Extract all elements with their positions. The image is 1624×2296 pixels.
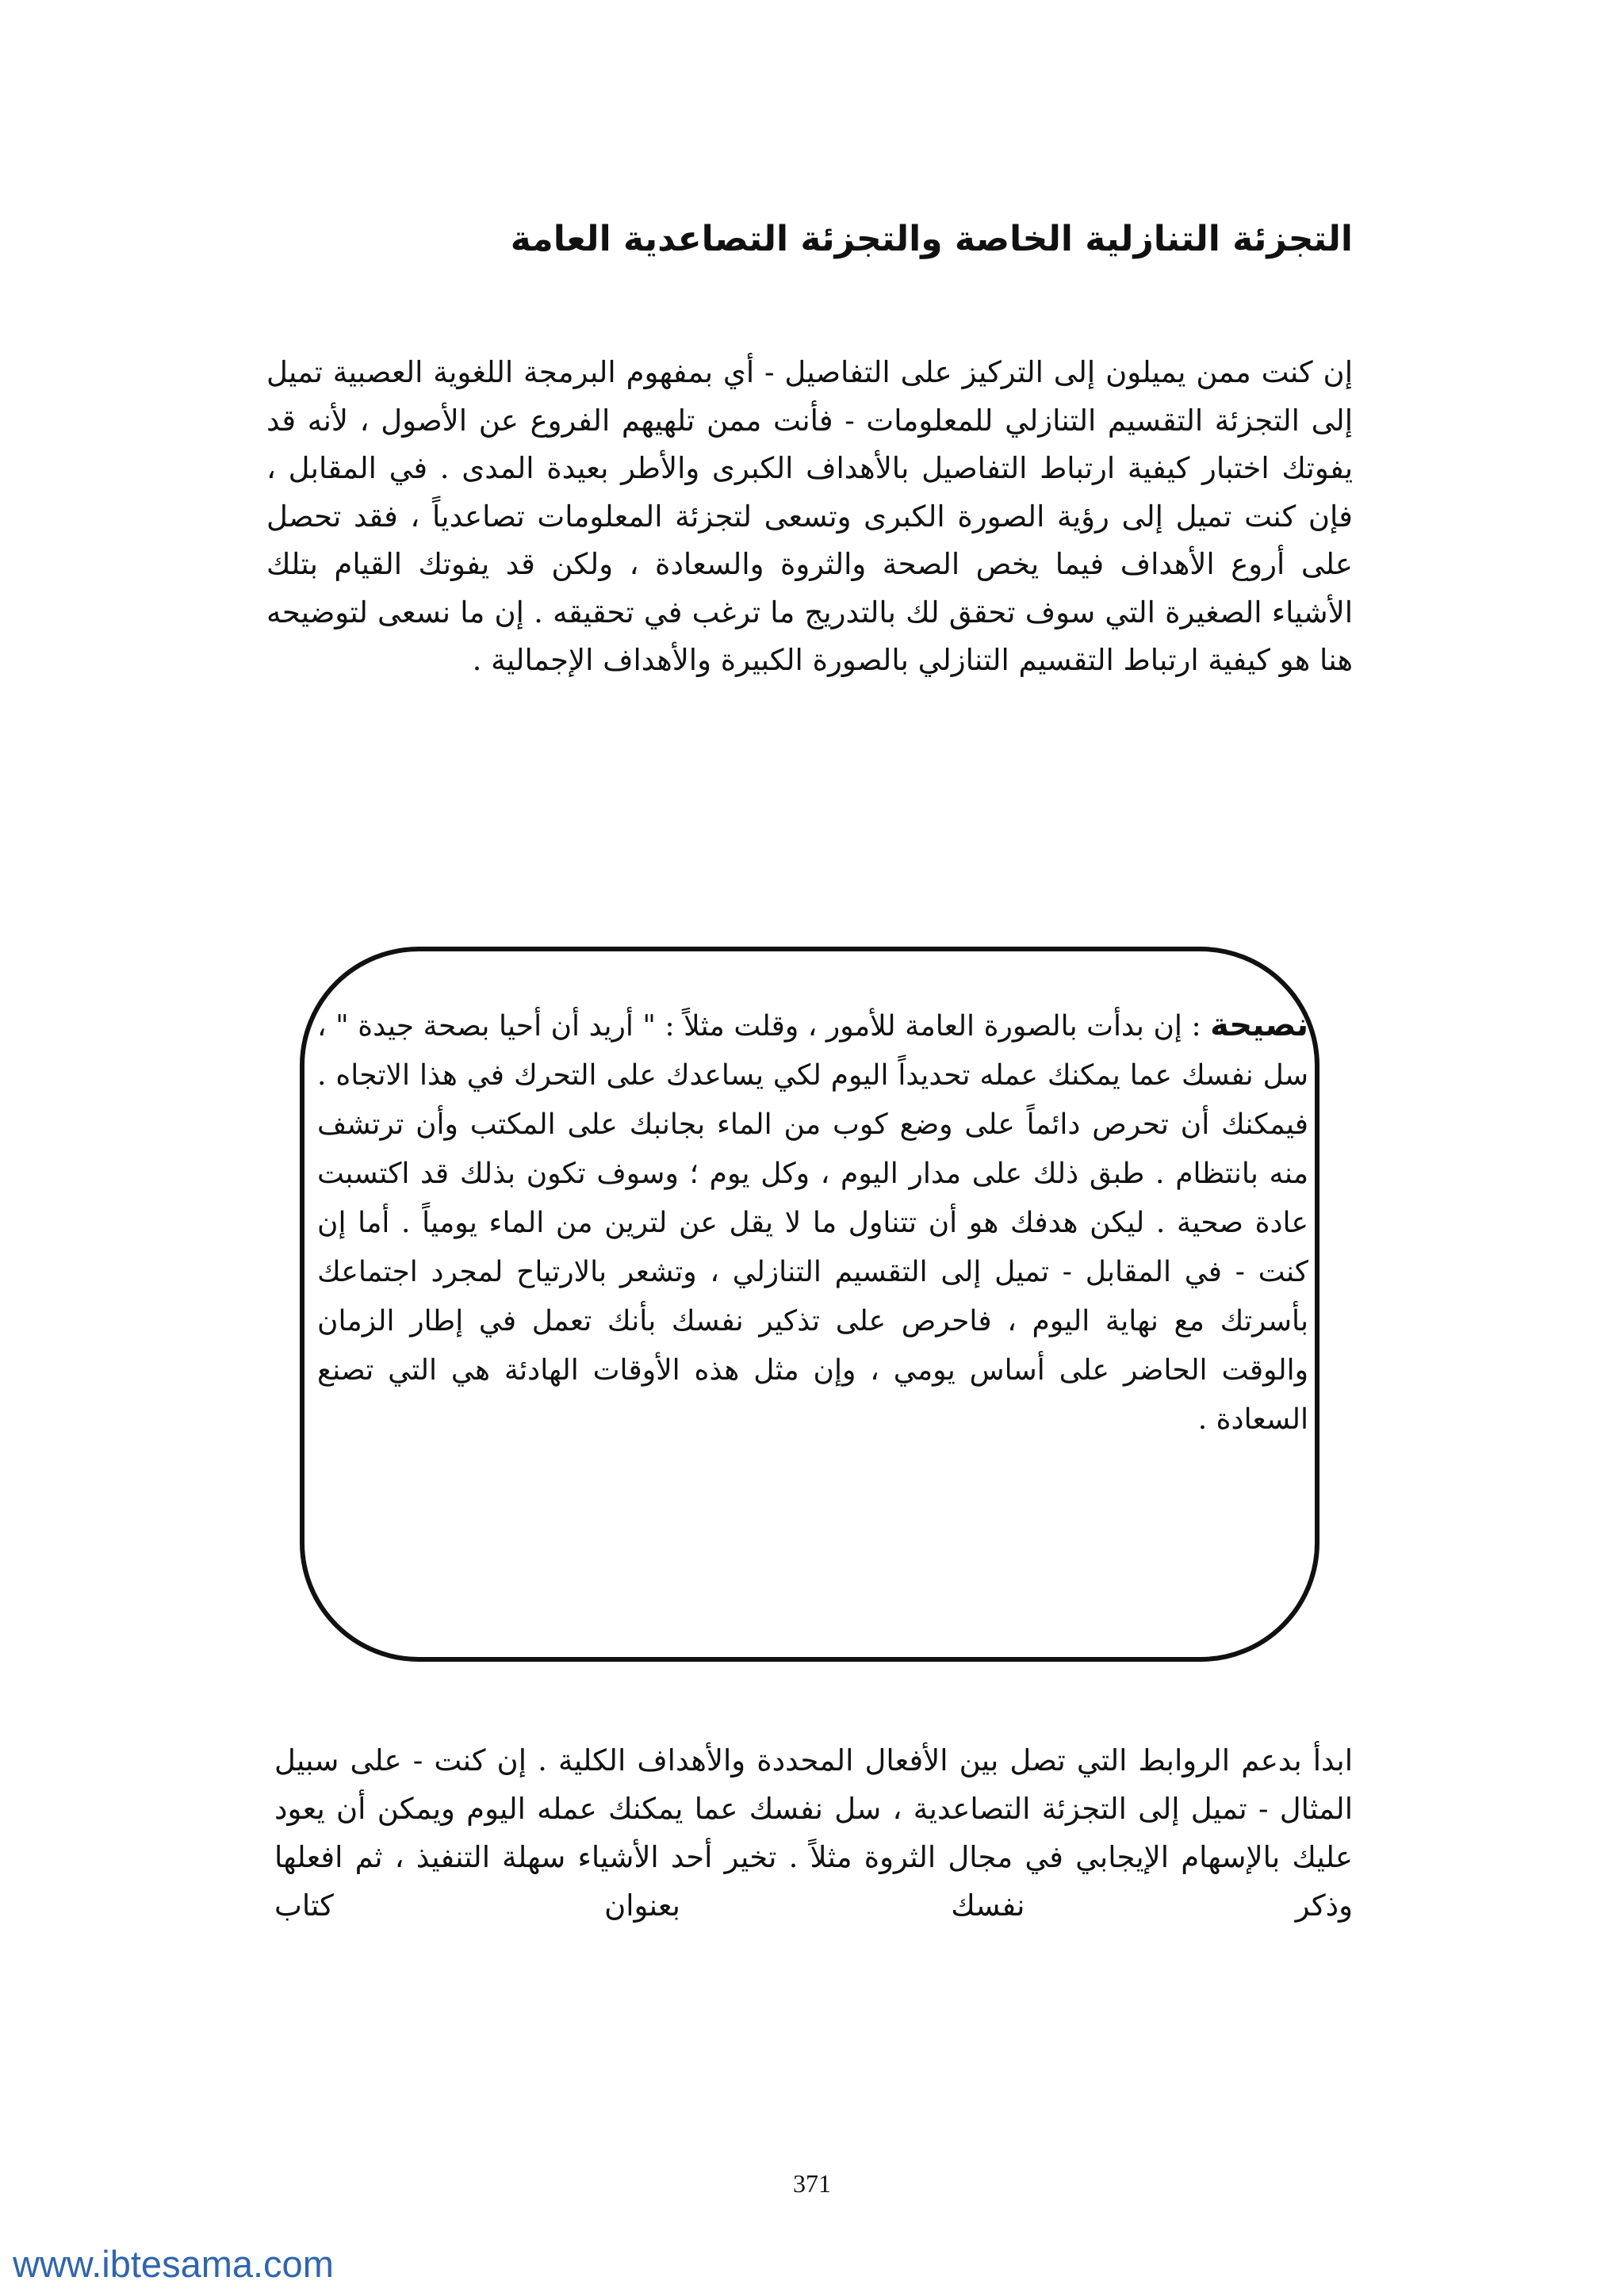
closing-paragraph: ابدأ بدعم الروابط التي تصل بين الأفعال المحددة والأهداف الكلية . إن كنت - على سبيل المثال - تميل إلى التجزئة التصاعدية ، سل نفسك عما يمكنك عمله اليوم ويمكن أن يعود عليك بالإسهام الإيجابي في مجال الثروة مثلاً . تخير أحد الأشياء سهلة التنفيذ ، ثم افعلها وذكر نفسك بعنوان كتاب [274, 1743, 1353, 1923]
section-heading: التجزئة التنازلية الخاصة والتجزئة التصاعدية العامة [510, 219, 1353, 259]
tip-label: نصيحة [1210, 1007, 1308, 1043]
tip-paragraph [317, 1001, 1308, 1445]
watermark: www.ibtesama.com [13, 2243, 334, 2285]
tip-body: : إن بدأت بالصورة العامة للأمور ، وقلت مثلاً : " أريد أن أحيا بصحة جيدة " ، سل نفسك عما يمكنك عمله تحديداً اليوم لكي يساعدك على التحرك في هذا الاتجاه . فيمكنك أن تحرص دائماً على وضع كوب من الماء بجانبك على المكتب وأن ترتشف منه بانتظام . طبق ذلك على مدار اليوم ، وكل يوم ؛ وسوف تكون بذلك قد اكتسبت عادة صحية . ليكن هدفك هو أن تتناول ما لا يقل عن لترين من الماء يومياً . أما إن كنت - في المقابل - تميل إلى التقسيم التنازلي ، وتشعر بالارتياح لمجرد اجتماعك بأسرتك مع نهاية اليوم ، فاحرص على تذكير نفسك بأنك تعمل في إطار الزمان والوقت الحاضر على أساس يومي ، وإن مثل هذه الأوقات الهادئة هي التي تصنع السعادة . [317, 1010, 1309, 1436]
intro-paragraph: إن كنت ممن يميلون إلى التركيز على التفاصيل - أي بمفهوم البرمجة اللغوية العصبية تميل إلى التجزئة التقسيم التنازلي للمعلومات - فأنت ممن تلهيهم الفروع عن الأصول ، لأنه قد يفوتك اختبار كيفية ارتباط التفاصيل بالأهداف الكبرى والأطر بعيدة المدى . في المقابل ، فإن كنت تميل إلى رؤية الصورة الكبرى وتسعى لتجزئة المعلومات تصاعدياً ، فقد تحصل على أروع الأهداف فيما يخص الصحة والثروة والسعادة ، ولكن قد يفوتك القيام بتلك الأشياء الصغيرة التي سوف تحقق لك بالتدريج ما ترغب في تحقيقه . إن ما نسعى لتوضيحه هنا هو كيفية ارتباط التقسيم التنازلي بالصورة الكبيرة والأهداف الإجمالية . [266, 355, 1353, 677]
page-number: 371 [793, 2169, 831, 2198]
